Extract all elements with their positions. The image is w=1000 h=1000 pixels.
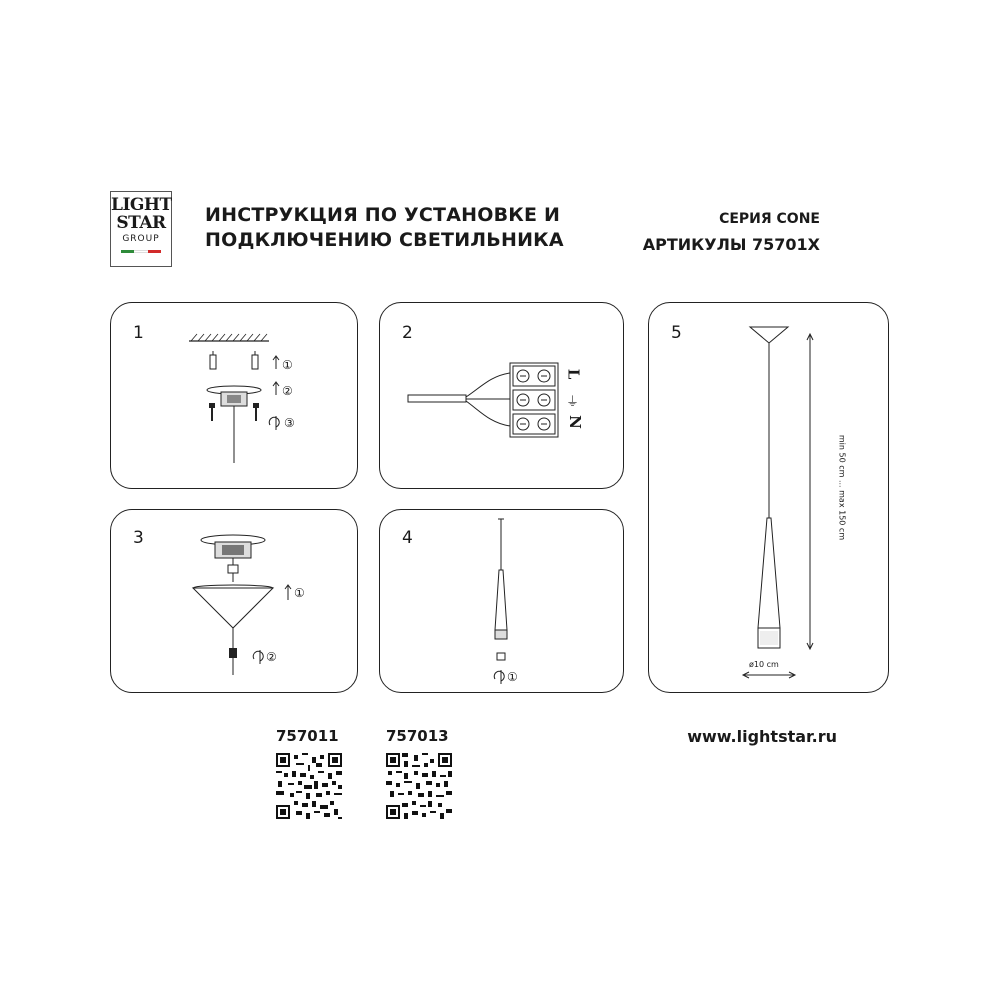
diameter-dimension-label: ø10 cm bbox=[749, 660, 779, 669]
step-3-panel bbox=[110, 509, 358, 693]
qr-code-757013[interactable] bbox=[386, 753, 452, 819]
brand-logo bbox=[110, 191, 172, 267]
step-5-drawing bbox=[649, 303, 890, 694]
step-4-number: 4 bbox=[402, 528, 413, 548]
flag-green bbox=[121, 250, 134, 253]
terminal-ground-label: ⏚ bbox=[566, 395, 580, 410]
step-3-marker-1: ① bbox=[294, 586, 305, 600]
step-1-drawing bbox=[111, 303, 359, 490]
qr-code-757011[interactable] bbox=[276, 753, 342, 819]
article-numbers: АРТИКУЛЫ 75701X bbox=[642, 235, 820, 254]
title-line-1: ИНСТРУКЦИЯ ПО УСТАНОВКЕ И bbox=[205, 204, 561, 226]
terminal-live-label: L bbox=[564, 368, 583, 380]
flag-red bbox=[148, 250, 161, 253]
title-line-2: ПОДКЛЮЧЕНИЮ СВЕТИЛЬНИКА bbox=[205, 229, 564, 251]
article-code-1: 757011 bbox=[276, 727, 339, 745]
step-5-panel bbox=[648, 302, 889, 693]
logo-line-3: GROUP bbox=[122, 234, 160, 244]
terminal-neutral-label: N bbox=[565, 415, 584, 429]
flag-white bbox=[134, 250, 147, 253]
step-2-drawing bbox=[380, 303, 625, 490]
step-4-marker-1: ① bbox=[507, 670, 518, 684]
website-link[interactable]: www.lightstar.ru bbox=[687, 727, 837, 746]
step-5-number: 5 bbox=[671, 323, 682, 343]
series-block bbox=[643, 206, 820, 258]
step-2-panel bbox=[379, 302, 624, 489]
article-code-2: 757013 bbox=[386, 727, 449, 745]
step-1-number: 1 bbox=[133, 323, 144, 343]
height-dimension-label: min 50 cm ... max 150 cm bbox=[837, 434, 847, 541]
step-1-panel bbox=[110, 302, 358, 489]
document-title bbox=[205, 203, 564, 253]
step-1-marker-2: ② bbox=[282, 384, 293, 398]
step-3-marker-2: ② bbox=[266, 650, 277, 664]
series-name: СЕРИЯ CONE bbox=[719, 211, 820, 227]
step-1-marker-1: ① bbox=[282, 358, 293, 372]
step-4-panel bbox=[379, 509, 624, 693]
logo-line-2: STAR bbox=[116, 213, 166, 233]
step-3-drawing bbox=[111, 510, 359, 694]
step-4-drawing bbox=[380, 510, 625, 694]
step-2-number: 2 bbox=[402, 323, 413, 343]
italian-flag-stripe bbox=[121, 250, 161, 253]
step-3-number: 3 bbox=[133, 528, 144, 548]
logo-line-1: LIGHT bbox=[111, 195, 172, 215]
step-1-marker-3: ③ bbox=[284, 416, 295, 430]
